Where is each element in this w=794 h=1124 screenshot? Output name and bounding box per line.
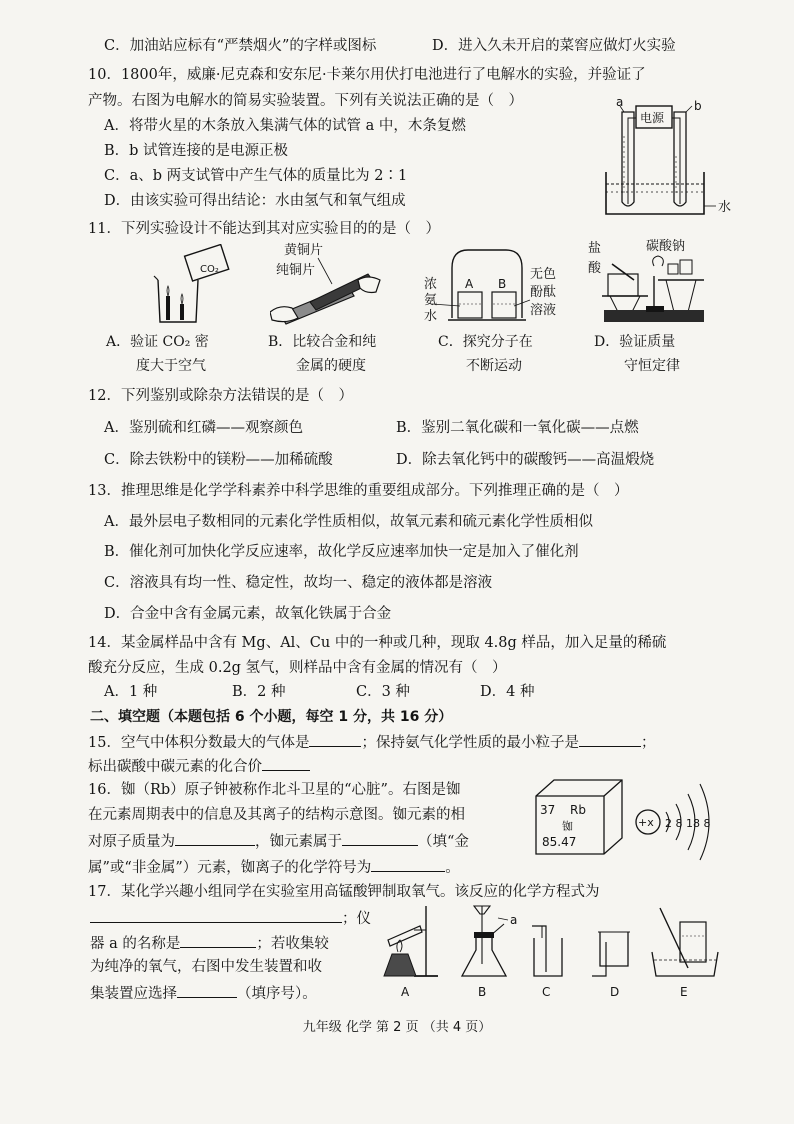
q10-option-d: D．由该实验可得出结论：水由氢气和氧气组成 [104,193,406,209]
q12-stem: 12．下列鉴别或除杂方法错误的是（ ） [88,388,353,404]
q12-option-d: D．除去氧化钙中的碳酸钙——高温煅烧 [396,452,655,468]
q15-blank-3[interactable] [262,755,310,771]
fig-co2-pouring [150,244,240,326]
q10-option-a: A．将带火星的木条放入集满气体的试管 a 中，木条复燃 [104,118,466,134]
q17-line4: 为纯净的氧气，右图中发生装置和收 [90,959,322,975]
acid-label-2: 酸 [588,261,602,276]
q15-line2 [88,755,310,777]
q14-option-b: B．2 种 [232,684,286,700]
q16-text-4: 属”或“非金属”）元素，铷离子的化学符号为 [88,860,372,876]
acid-label-1: 盐 [588,241,602,256]
q11-caption-c-1: C．探究分子在 [438,334,533,350]
ammonia-label-3: 水 [424,309,438,324]
atomic-mass: 85.47 [542,835,577,849]
q15-blank-1[interactable] [309,731,361,747]
phenolphthalein-label-3: 溶液 [530,303,557,318]
q9-option-c: C．加油站应标有“严禁烟火”的字样或图标 [104,38,377,54]
beaker-b-label: B [498,277,507,291]
q17-text-2: 器 a 的名称是 [90,936,181,952]
q17-text-5: （填序号）。 [237,986,317,1002]
q10-option-b: B．b 试管连接的是电源正极 [104,143,289,159]
electron-shells: 2 8 18 8 [665,817,711,830]
q12-option-c: C．除去铁粉中的镁粉——加稀硫酸 [104,452,333,468]
q11-caption-d-1: D．验证质量 [594,334,676,350]
q15-text-4: 标出碳酸中碳元素的化合价 [88,759,262,775]
brass-label: 黄铜片 [284,243,324,258]
ammonia-label-1: 浓 [424,277,438,292]
q15-blank-2[interactable] [579,731,641,747]
q17-text-1: ；仪 [342,911,371,927]
section-fill-in-heading: 二、填空题（本题包括 6 个小题，每空 1 分，共 16 分） [90,709,453,725]
q16-text-2: ，铷元素属于 [255,834,342,850]
atomic-number: 37 [540,803,556,817]
beaker-a-label: A [465,277,474,291]
instrument-a-label: a [510,913,518,927]
q15-text-3: ； [640,735,656,751]
q15-text-2: ；保持氨气化学性质的最小粒子是 [361,735,579,751]
q13-stem: 13．推理思维是化学学科素养中科学思维的重要组成部分。下列推理正确的是（ ） [88,483,629,499]
q13-option-d: D．合金中含有金属元素，故氧化铁属于合金 [104,606,392,622]
q14-option-d: D．4 种 [480,684,535,700]
ammonia-label-2: 氨 [424,293,438,308]
apparatus-label-b: B [478,985,487,999]
q16-blank-2[interactable] [342,830,418,846]
tube-a-label: a [616,96,624,109]
q10-stem-line1: 10．1800年，威廉·尼克森和安东尼·卡莱尔用伏打电池进行了电解水的实验，并验证了 [88,67,646,83]
q17-line2 [90,907,371,929]
q13-option-a: A．最外层电子数相同的元素化学性质相似，故氧元素和硫元素化学性质相似 [104,514,593,530]
q16-line2: 在元素周期表中的信息及其离子的结构示意图。铷元素的相 [88,807,465,823]
page-footer: 九年级 化学 第 2 页 （共 4 页） [302,1020,492,1035]
q11-caption-b-2: 金属的硬度 [296,358,366,374]
q16-blank-3[interactable] [371,856,445,872]
apparatus-label-c: C [542,985,551,999]
water-label: 水 [718,200,732,215]
q17-equation-blank[interactable] [90,907,342,923]
apparatus-label-e: E [680,985,688,999]
nucleus-charge: +x [638,816,654,829]
power-supply-label: 电源 [640,111,665,125]
fig-balance-mass-conservation [588,236,718,330]
apparatus-label-d: D [610,985,620,999]
q14-stem-line1: 14．某金属样品中含有 Mg、Al、Cu 中的一种或几种，现取 4.8g 样品，加入足量的稀硫 [88,635,667,651]
q12-option-b: B．鉴别二氧化碳和一氧化碳——点燃 [396,420,639,436]
q16-text-1: 对原子质量为 [88,834,175,850]
q15-text-1: 15．空气中体积分数最大的气体是 [88,735,310,751]
phenolphthalein-label-1: 无色 [530,267,557,282]
phenolphthalein-label-2: 酚酞 [530,285,557,300]
q17-text-3: ；若收集较 [256,936,329,952]
electrolysis-apparatus-figure [596,96,746,218]
sodium-carbonate-label: 碳酸钠 [646,239,686,254]
q16-text-3: （填“金 [418,834,469,850]
element-symbol: Rb [570,803,586,817]
q17-line3 [90,932,329,954]
apparatus-label-a: A [401,985,410,999]
tube-b-label: b [694,99,702,113]
q16-line3 [88,830,469,852]
q16-line1: 16．铷（Rb）原子钟被称作北斗卫星的“心脏”。右图是铷 [88,782,461,798]
q17-line1: 17．某化学兴趣小组同学在实验室用高锰酸钾制取氧气。该反应的化学方程式为 [88,884,600,900]
copper-label: 纯铜片 [276,263,316,278]
q11-caption-d-2: 守恒定律 [624,358,680,374]
q15-line1 [88,731,655,753]
q17-line5 [90,982,317,1004]
q12-option-a: A．鉴别硫和红磷——观察颜色 [104,420,303,436]
q10-stem-line2: 产物。右图为电解水的简易实验装置。下列有关说法正确的是（ ） [88,93,523,109]
q17-blank-choice[interactable] [177,982,237,998]
q14-option-a: A．1 种 [104,684,158,700]
q9-option-d: D．进入久未开启的菜窖应做灯火实验 [432,38,676,54]
q11-caption-a-2: 度大于空气 [136,358,206,374]
q17-blank-instrument[interactable] [180,932,256,948]
q14-option-c: C．3 种 [356,684,410,700]
q11-caption-a-1: A．验证 CO₂ 密 [106,334,209,350]
rubidium-figure [532,776,722,866]
q16-line4 [88,856,460,878]
element-name: 铷 [562,820,573,833]
q14-stem-line2: 酸充分反应，生成 0.2g 氢气，则样品中含有金属的情况有（ ） [88,660,507,676]
q11-caption-b-1: B．比较合金和纯 [268,334,377,350]
q11-caption-c-2: 不断运动 [466,358,522,374]
q13-option-c: C．溶液具有均一性、稳定性，故均一、稳定的液体都是溶液 [104,575,493,591]
q17-text-4: 集装置应选择 [90,986,177,1002]
q11-stem: 11．下列实验设计不能达到其对应实验目的的是（ ） [88,221,440,237]
q16-blank-1[interactable] [175,830,255,846]
q10-option-c: C．a、b 两支试管中产生气体的质量比为 2∶1 [104,168,408,184]
q13-option-b: B．催化剂可加快化学反应速率，故化学反应速率加快一定是加入了催化剂 [104,544,579,560]
co2-label: CO₂ [200,264,219,275]
q16-text-5: 。 [445,860,460,876]
fig-ammonia-diffusion [418,244,588,328]
fig-metal-scratch [270,240,390,330]
gas-apparatus-figure [374,902,726,1004]
